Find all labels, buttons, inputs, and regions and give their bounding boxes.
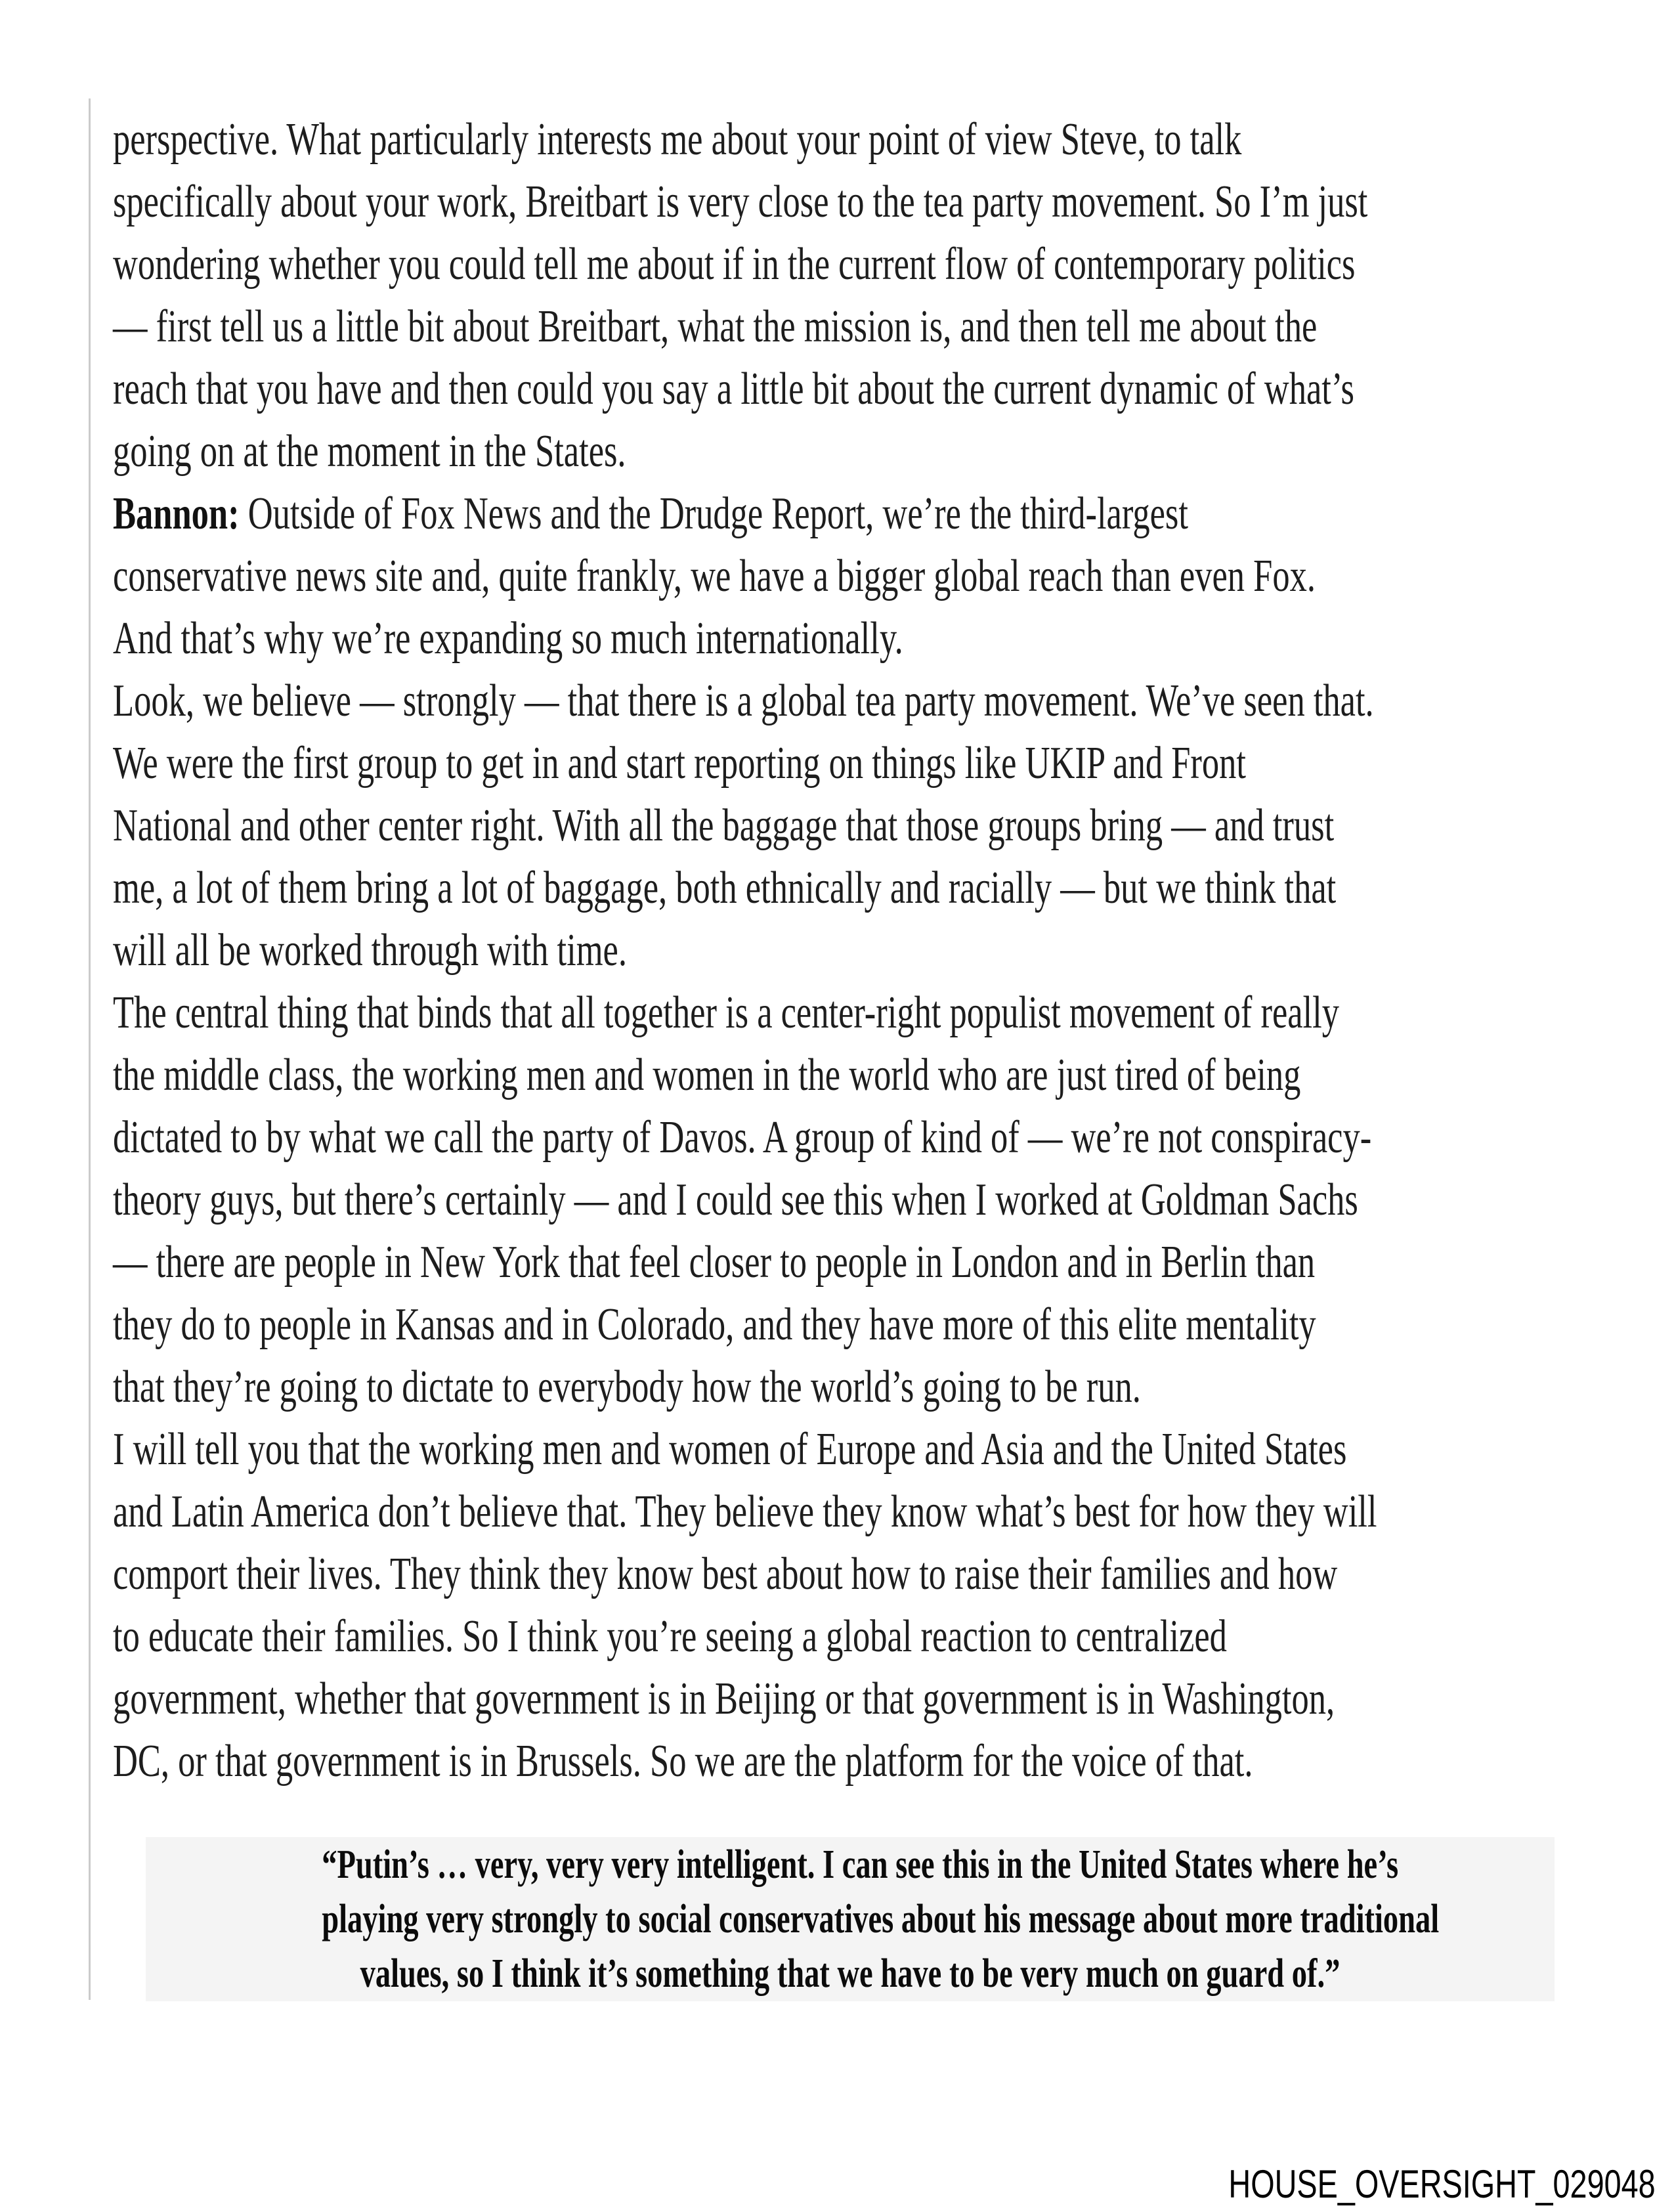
- transcript-line: specifically about your work, Breitbart is very close to the tea party movement. So I’m just: [113, 177, 1368, 227]
- transcript-line: reach that you have and then could you say a little bit about the current dynamic of what’s: [113, 364, 1354, 414]
- transcript-text: [113, 108, 1597, 1792]
- transcript-line: me, a lot of them bring a lot of baggage, both ethnically and racially — but we think that: [113, 863, 1337, 913]
- transcript-line: the middle class, the working men and women in the world who are just tired of being: [113, 1050, 1301, 1100]
- transcript-line: And that’s why we’re expanding so much internationally.: [113, 613, 903, 664]
- transcript-line: to educate their families. So I think you’re seeing a global reaction to centralized: [113, 1611, 1227, 1662]
- transcript-line: We were the first group to get in and start reporting on things like UKIP and Front: [113, 738, 1246, 789]
- speaker-label: Bannon:: [113, 488, 240, 539]
- transcript-line: comport their lives. They think they know best about how to raise their families and how: [113, 1549, 1338, 1599]
- pull-quote-block: [146, 1837, 1555, 2001]
- transcript-line: — first tell us a little bit about Breitbart, what the mission is, and then tell me about the: [113, 301, 1318, 352]
- transcript-line: and Latin America don’t believe that. They believe they know what’s best for how they will: [113, 1486, 1377, 1537]
- pull-quote-line: values, so I think it’s something that we have to be very much on guard of.”: [360, 1951, 1341, 1996]
- transcript-line: The central thing that binds that all together is a center-right populist movement of really: [113, 987, 1339, 1038]
- blockquote-border-line: [89, 98, 91, 2000]
- transcript-line-rest: Outside of Fox News and the Drudge Report, we’re the third-largest: [239, 488, 1188, 539]
- transcript-line: perspective. What particularly interests me about your point of view Steve, to talk: [113, 114, 1242, 165]
- transcript-line: theory guys, but there’s certainly — and I could see this when I worked at Goldman Sachs: [113, 1175, 1358, 1225]
- pull-quote-line: “Putin’s … very, very very intelligent. I can see this in the United States where he’s: [322, 1842, 1399, 1887]
- transcript-line: wondering whether you could tell me about if in the current flow of contemporary politics: [113, 239, 1356, 290]
- pull-quote-line: playing very strongly to social conservatives about his message about more traditional: [322, 1896, 1440, 1941]
- transcript-line: they do to people in Kansas and in Colorado, and they have more of this elite mentality: [113, 1299, 1316, 1350]
- transcript-line: — there are people in New York that feel closer to people in London and in Berlin than: [113, 1237, 1316, 1288]
- transcript-line: conservative news site and, quite frankly, we have a bigger global reach than even Fox.: [113, 551, 1316, 601]
- transcript-line: that they’re going to dictate to everybody how the world’s going to be run.: [113, 1362, 1141, 1412]
- transcript-line: dictated to by what we call the party of Davos. A group of kind of — we’re not conspiracy-: [113, 1112, 1372, 1163]
- transcript-line-speaker: [113, 483, 1226, 545]
- transcript-line: government, whether that government is in Beijing or that government is in Washington,: [113, 1674, 1335, 1724]
- transcript-line: going on at the moment in the States.: [113, 426, 626, 477]
- transcript-line: National and other center right. With all the baggage that those groups bring — and trust: [113, 800, 1335, 851]
- transcript-line: Look, we believe — strongly — that there is a global tea party movement. We’ve seen that.: [113, 676, 1374, 726]
- transcript-line: I will tell you that the working men and women of Europe and Asia and the United States: [113, 1424, 1347, 1475]
- bates-number: HOUSE_OVERSIGHT_029048: [1228, 2162, 1656, 2206]
- transcript-line: DC, or that government is in Brussels. So we are the platform for the voice of that.: [113, 1736, 1253, 1787]
- transcript-line: will all be worked through with time.: [113, 925, 627, 976]
